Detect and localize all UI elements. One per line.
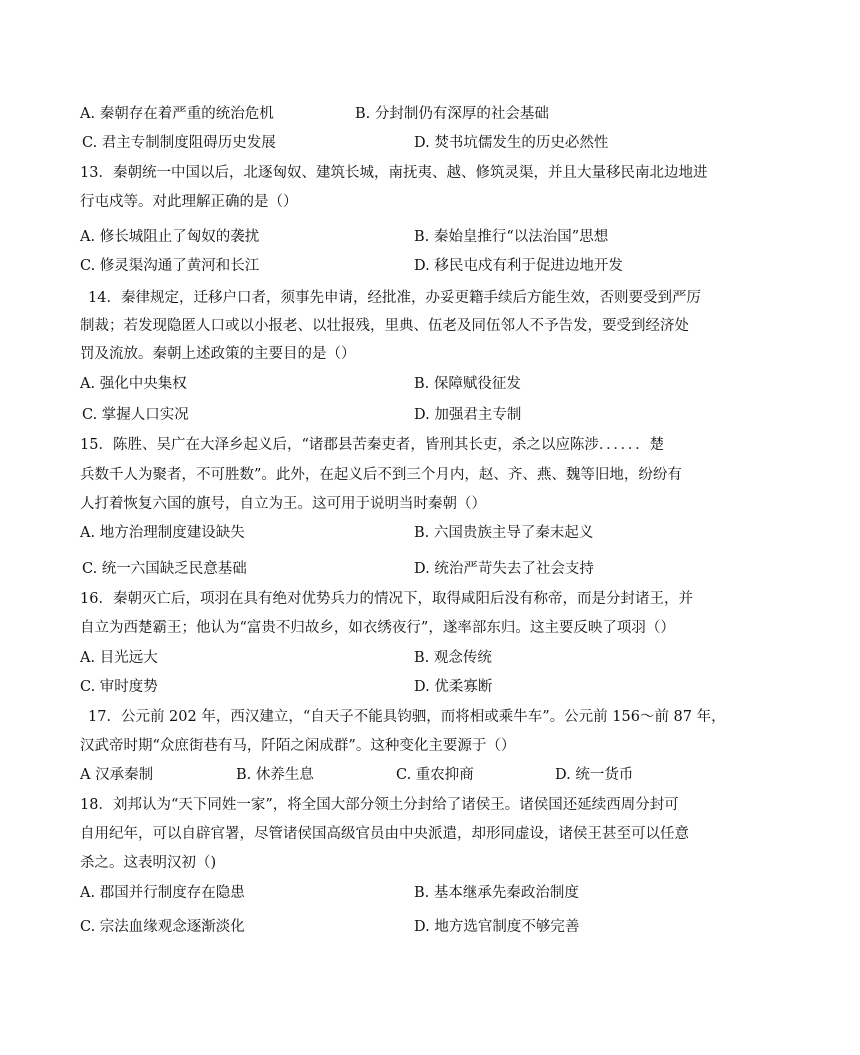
q15-option-c: C. 统一六国缺乏民意基础 xyxy=(82,561,247,577)
q17-stem-line-2: 汉武帝时期“众庶街巷有马，阡陌之闲成群”。这种变化主要源于（） xyxy=(80,738,516,754)
q14-option-d: D. 加强君主专制 xyxy=(414,407,522,423)
q14-option-b: B. 保障赋役征发 xyxy=(414,376,521,392)
q18-stem-line-3: 杀之。这表明汉初（) xyxy=(80,855,217,871)
q16-option-c: C. 审时度势 xyxy=(80,679,158,695)
q18-option-d: D. 地方选官制度不够完善 xyxy=(414,919,580,935)
q14-stem-line-2: 制裁；若发现隐匿人口或以小报老、以壮报残，里典、伍老及同伍邻人不予告发，要受到经济处 xyxy=(80,318,689,334)
q13-option-c: C. 修灵渠沟通了黄河和长江 xyxy=(80,258,260,274)
q16-option-b: B. 观念传统 xyxy=(414,650,492,666)
q14-stem-line-1: 14．秦律规定，迁移户口者，须事先申请，经批准，办妥更籍手续后方能生效，否则要受到严厉 xyxy=(88,290,701,306)
q14-option-a: A. 强化中央集权 xyxy=(80,376,187,392)
q17-option-b: B. 休养生息 xyxy=(236,767,314,783)
q17-option-d: D. 统一货币 xyxy=(555,767,634,783)
q17-option-c: C. 重农抑商 xyxy=(396,767,474,783)
q16-stem-line-1: 16．秦朝灭亡后，项羽在具有绝对优势兵力的情况下，取得咸阳后没有称帝，而是分封诸王，并 xyxy=(80,591,693,607)
q17-stem-line-1: 17．公元前 202 年，西汉建立，“自天子不能具钧驷，而将相或乘牛车”。公元前 156～前 87 年， xyxy=(88,709,726,725)
q12-option-a: A. 秦朝存在着严重的统治危机 xyxy=(80,106,274,122)
q12-option-d: D. 焚书坑儒发生的历史必然性 xyxy=(414,135,609,151)
q16-option-d: D. 优柔寡断 xyxy=(414,679,493,695)
q15-stem-line-1: 15．陈胜、吴广在大泽乡起义后，“诸郡县苦秦吏者，皆刑其长吏，杀之以应陈涉．．．．．．楚 xyxy=(80,437,665,453)
q13-stem-line-1: 13．秦朝统一中国以后，北逐匈奴、建筑长城，南抚夷、越、修筑灵渠，并且大量移民南北边地进 xyxy=(80,165,708,181)
q17-option-a: A 汉承秦制 xyxy=(80,767,154,783)
q13-option-d: D. 移民屯戍有利于促进边地开发 xyxy=(414,258,623,274)
q15-option-d: D. 统治严苛失去了社会支持 xyxy=(414,561,594,577)
q13-option-a: A. 修长城阻止了匈奴的袭扰 xyxy=(80,229,260,245)
q16-option-a: A. 目光远大 xyxy=(80,650,158,666)
q16-stem-line-2: 自立为西楚霸王；他认为“富贵不归故乡，如衣绣夜行”，遂率部东归。这主要反映了项羽（） xyxy=(80,620,675,636)
q18-stem-line-2: 自用纪年，可以自辟官署，尽管诸侯国高级官员由中央派遣，却形同虚设，诸侯王甚至可以任意 xyxy=(80,826,689,842)
q15-stem-line-2: 兵数千人为聚者，不可胜数”。此外，在起义后不到三个月内，赵、齐、燕、魏等旧地，纷纷有 xyxy=(80,467,682,483)
q15-option-a: A. 地方治理制度建设缺失 xyxy=(80,525,245,541)
q15-stem-line-3: 人打着恢复六国的旗号，自立为王。这可用于说明当时秦朝（） xyxy=(80,496,486,512)
q18-option-b: B. 基本继承先秦政治制度 xyxy=(414,885,579,901)
q18-stem-line-1: 18．刘邦认为“天下同姓一家”，将全国大部分领土分封给了诸侯王。诸侯国还延续西周分封可 xyxy=(80,797,679,813)
q15-option-b: B. 六国贵族主导了秦末起义 xyxy=(414,525,594,541)
q13-stem-line-2: 行屯戍等。对此理解正确的是（） xyxy=(80,194,298,210)
q12-option-c: C. 君主专制制度阻碍历史发展 xyxy=(82,135,276,151)
q18-option-a: A. 郡国并行制度存在隐患 xyxy=(80,885,245,901)
q18-option-c: C. 宗法血缘观念逐渐淡化 xyxy=(80,919,245,935)
q12-option-b: B. 分封制仍有深厚的社会基础 xyxy=(355,106,549,122)
q13-option-b: B. 秦始皇推行“以法治国”思想 xyxy=(414,229,609,245)
q14-stem-line-3: 罚及流放。秦朝上述政策的主要目的是（） xyxy=(80,346,356,362)
q14-option-c: C. 掌握人口实况 xyxy=(82,407,189,423)
